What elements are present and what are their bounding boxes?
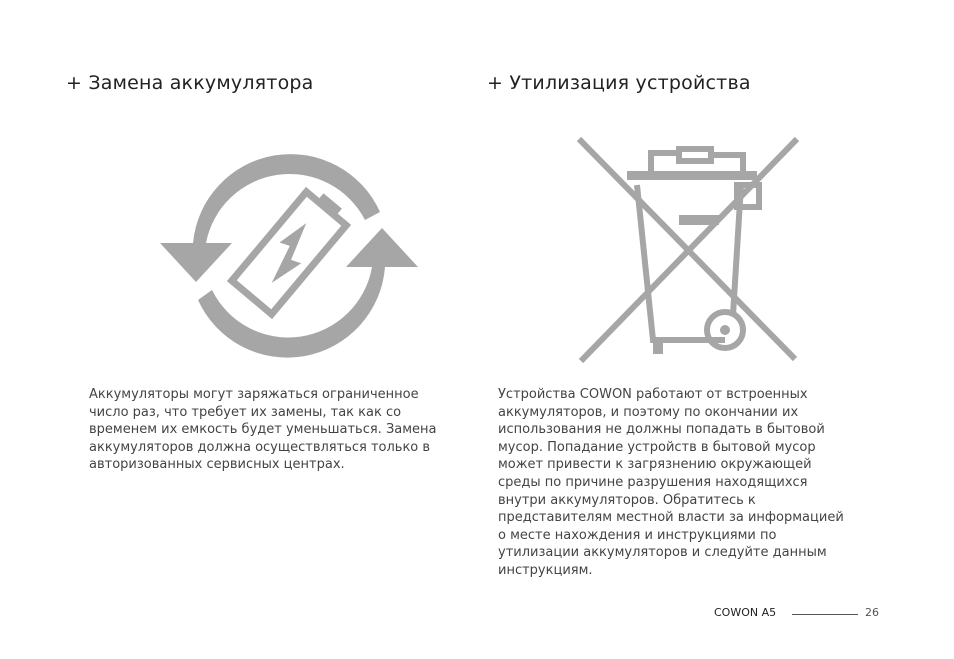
- battery-replacement-icon: [160, 140, 418, 366]
- text-line: использования не должны попадать в бытовой: [498, 422, 825, 438]
- battery-shape: [232, 184, 353, 314]
- text-line: мусор. Попадание устройств в бытовой мусор: [498, 439, 816, 455]
- bin-lid: [627, 171, 757, 180]
- lightning-bolt: [256, 218, 323, 289]
- battery-replacement-text: [89, 386, 459, 474]
- text-line: утилизации аккумуляторов и следуйте данным: [498, 545, 827, 561]
- text-line: инструкциям.: [498, 562, 593, 578]
- text-line: временем их емкость будет уменьшаться. Замена: [89, 422, 437, 438]
- bin-handle: [679, 149, 711, 161]
- refresh-arrow-top: [160, 154, 380, 282]
- footer-divider: [792, 614, 858, 615]
- text-line: число раз, что требует их замены, так как со: [89, 404, 402, 420]
- text-line: аккумуляторов, и поэтому по окончании их: [498, 404, 799, 420]
- page-number: 26: [865, 606, 879, 619]
- text-line: представителям местной власти за информацией: [498, 510, 844, 526]
- text-line: может привести к загрязнению окружающей: [498, 457, 812, 473]
- refresh-arrow-bottom: [198, 228, 418, 358]
- device-disposal-heading: + Утилизация устройства: [487, 72, 751, 94]
- footer-brand: COWON A5: [714, 606, 777, 619]
- text-line: Аккумуляторы могут заряжаться ограниченное: [89, 387, 419, 402]
- text-line: авторизованных сервисных центрах.: [89, 457, 345, 473]
- battery-replacement-heading: + Замена аккумулятора: [66, 72, 314, 94]
- text-line: аккумуляторов должна осуществляться только в: [89, 439, 431, 455]
- device-disposal-text: [498, 386, 868, 580]
- crossed-out-wheelie-bin-icon: [575, 135, 801, 365]
- text-line: среды по причине разрушения находящихся: [498, 474, 808, 490]
- text-line: Устройства COWON работают от встроенных: [498, 387, 808, 402]
- text-line: внутри аккумуляторов. Обратитесь к: [498, 492, 756, 508]
- text-line: о месте нахождения и инструкциями по: [498, 527, 777, 543]
